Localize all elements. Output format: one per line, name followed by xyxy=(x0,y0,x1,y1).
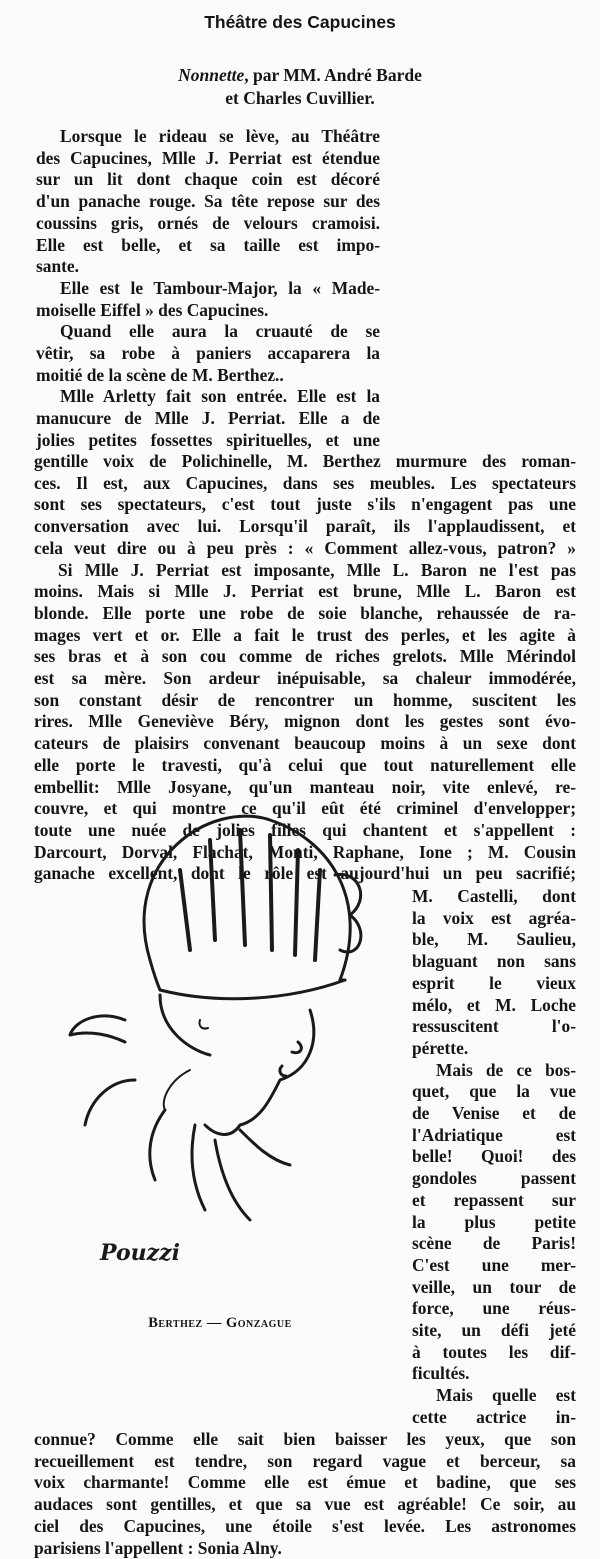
text-line: connue? Comme elle sait bien baisser les yeux, que son xyxy=(34,1429,576,1449)
text-line: Lorsque le rideau se lève, au Théâtre xyxy=(60,126,380,146)
text-line: ressuscitent l'o- xyxy=(412,1016,576,1037)
text-line: audaces sont gentilles, et que sa vue est agréable! Ce soir, au xyxy=(34,1494,576,1515)
text-line: Elle est le Tambour-Major, la « Made- xyxy=(60,277,380,298)
byline xyxy=(0,64,600,110)
text-line: veille, un tour de xyxy=(412,1276,576,1297)
text-line: blaguant non sans xyxy=(412,951,576,972)
text-line: l'Adriatique est xyxy=(412,1124,576,1145)
text-line: ble, M. Saulieu, xyxy=(412,929,576,950)
text-line: la plus petite xyxy=(412,1211,576,1232)
text-line: voix charmante! Comme elle est émue et badine, que ses xyxy=(34,1472,576,1493)
text-line: esprit le vieux xyxy=(412,972,576,993)
text-line: Mais quelle est xyxy=(436,1385,576,1406)
text-line: sont ses spectateurs, c'est tout juste s'ils n'engagent pas une xyxy=(34,494,576,515)
text-line: ses bras et à son cou comme de riches grelots. Mlle Mérindol xyxy=(34,646,576,667)
text-line: mélo, et M. Loche xyxy=(412,994,576,1015)
text-line: des Capucines, Mlle J. Perriat est étendue xyxy=(36,147,380,168)
text-line: d'un panache rouge. Sa tête repose sur des xyxy=(36,191,380,212)
text-line: toute une nuée de jolies filles qui chantent et s'appellent : xyxy=(34,819,576,840)
text-line: manucure de Mlle J. Perriat. Elle a de xyxy=(36,408,380,429)
byline-authors-1: , par MM. André Barde xyxy=(244,65,422,85)
text-line: Mlle Arletty fait son entrée. Elle est la xyxy=(60,386,380,407)
text-line: moitié de la scène de M. Berthez.. xyxy=(36,364,284,385)
text-line: sur un lit dont chaque coin est décoré xyxy=(36,169,380,190)
text-line: cateurs de plaisirs convenant beaucoup moins à un sexe dont xyxy=(34,733,576,754)
byline-authors-2: et Charles Cuvillier. xyxy=(225,88,375,108)
text-line: rires. Mlle Geneviève Béry, mignon dont les gestes sont évo- xyxy=(34,711,576,732)
text-line: est sa mère. Son ardeur inépuisable, sa chaleur immodérée, xyxy=(34,668,576,689)
text-line: jolies petites fossettes spirituelles, et une xyxy=(36,429,380,450)
body-column-top xyxy=(36,126,380,452)
text-line: Quand elle aura la cruauté de se xyxy=(60,321,380,342)
text-line: elle porte le travesti, qu'à celui que tout naturellement elle xyxy=(34,754,576,775)
text-line: mages vert et or. Elle a fait le trust des perles, et les agite à xyxy=(34,624,576,645)
text-line: sante. xyxy=(36,256,79,277)
text-line: gondoles passent xyxy=(412,1168,576,1189)
text-line: coussins gris, ornés de velours cramoisi. xyxy=(36,212,380,233)
text-line: Elle est belle, et sa taille est impo- xyxy=(36,234,380,255)
text-line: cela veut dire ou à peu près : « Comment allez-vous, patron? » xyxy=(34,537,576,558)
body-column-right xyxy=(412,886,576,1429)
text-line: ces. Il est, aux Capucines, dans ses meubles. Les spectateurs xyxy=(34,472,576,493)
text-line: M. Castelli, dont xyxy=(412,886,576,906)
text-line: site, un défi jeté xyxy=(412,1320,576,1341)
text-line: conversation avec lui. Lorsqu'il paraît, ils l'applaudissent, et xyxy=(34,516,576,537)
text-line: ciel des Capucines, une étoile s'est levée. Les astronomes xyxy=(34,1515,576,1536)
text-line: à toutes les dif- xyxy=(412,1341,576,1362)
text-line: C'est une mer- xyxy=(412,1254,576,1275)
artist-signature: Pouzzi xyxy=(100,1240,180,1266)
text-line: quet, que la vue xyxy=(412,1081,576,1102)
text-line: moins. Mais si Mlle J. Perriat est brune, Mlle L. Baron est xyxy=(34,581,576,602)
body-column-bottom xyxy=(34,1429,576,1559)
text-line: cette actrice in- xyxy=(412,1406,576,1427)
text-line: embellit: Mlle Josyane, qu'un manteau noir, vite enlevé, re- xyxy=(34,776,576,797)
text-line: pérette. xyxy=(412,1037,469,1058)
text-line: scène de Paris! xyxy=(412,1233,576,1254)
text-line: de Venise et de xyxy=(412,1103,576,1124)
illustration-caption: Berthez — Gonzague xyxy=(148,1315,292,1331)
text-line: recueillement est tendre, son regard vague et berceur, sa xyxy=(34,1450,576,1471)
text-line: force, une réus- xyxy=(412,1298,576,1319)
text-line: blonde. Elle porte une robe de soie blanche, rehaussée de ra- xyxy=(34,602,576,623)
caricature-illustration xyxy=(40,780,400,1300)
text-line: vêtir, sa robe à paniers accaparera la xyxy=(36,343,380,364)
text-line: Mais de ce bos- xyxy=(436,1059,576,1080)
text-line: couvre, et qui montre ce qu'il eût été criminel d'envelopper; xyxy=(34,798,576,819)
text-line: parisiens l'appellent : Sonia Alny. xyxy=(34,1537,282,1558)
text-line: gentille voix de Polichinelle, M. Berthez murmure des roman- xyxy=(34,451,576,471)
article-title: Théâtre des Capucines xyxy=(204,12,396,32)
text-line: moiselle Eiffel » des Capucines. xyxy=(36,299,269,320)
play-title: Nonnette xyxy=(178,65,245,85)
text-line: et repassent sur xyxy=(412,1189,576,1210)
text-line: belle! Quoi! des xyxy=(412,1146,576,1167)
text-line: ficultés. xyxy=(412,1363,470,1384)
text-line: Darcourt, Dorval, Flachat, Monti, Raphane, Ione ; M. Cousin xyxy=(34,841,576,862)
text-line: la voix est agréa- xyxy=(412,907,576,928)
text-line: Si Mlle J. Perriat est imposante, Mlle L. Baron ne l'est pas xyxy=(58,559,576,580)
text-line: ganache excellent, dont le rôle est aujourd'hui un peu sacrifié; xyxy=(34,863,576,884)
text-line: son constant désir de rencontrer un homme, suscitent les xyxy=(34,689,576,710)
